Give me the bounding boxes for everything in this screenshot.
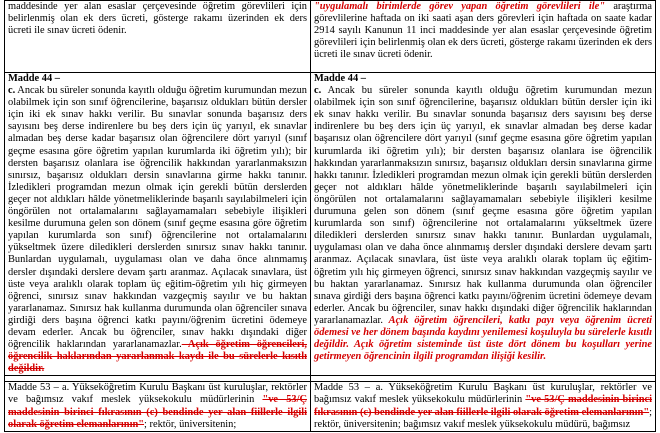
paragraph bbox=[8, 85, 307, 375]
paragraph-text: araştırma görevlilerine haftada on iki saati aşan ders görevleri için haftada on saate kadar 2914 sayılı Kanunun 11 inci maddesinde yer alan esaslar çerçevesinde öğretim görevlileri için belirlenmiş olan ek ders ücreti, gösterge rakamı üzerinden ek ders ücreti ile sınav ücreti ödenir. bbox=[314, 1, 652, 61]
paragraph bbox=[8, 382, 307, 430]
left-cell bbox=[5, 73, 311, 376]
article-heading: Madde 44 – bbox=[8, 73, 60, 84]
deleted-text: Açık öğretim öğrencileri, öğrencilik haklarından yararlanmak kaydı ile bu sürelerle kısıtlı değildir. bbox=[8, 339, 307, 375]
right-cell bbox=[311, 1, 656, 73]
paragraph-text: maddesinde yer alan esaslar çerçevesinde öğretim görevlileri için belirlenmiş olan ek ders ücreti, gösterge rakamı üzerinden ek ders ücreti ile sınav ücreti ödenir. bbox=[8, 1, 307, 37]
item-marker: c. bbox=[8, 85, 16, 97]
quoted-insertion: "uygulamalı birimlerde görev yapan öğretim görevlileri ile" bbox=[314, 1, 606, 12]
paragraph-text: Madde 53 – a. Yükseköğretim Kurulu Başkanı üst kuruluşlar, rektörler ve bağımsız vakıf meslek yüksekokulu müdürlerinin bbox=[314, 382, 652, 406]
deleted-text: "ve 53/Ç maddesinin birinci fıkrasının (c) bendinde yer alan fiillerle ilgili olarak öğretim elemanlarının" bbox=[8, 394, 307, 430]
paragraph bbox=[314, 1, 652, 61]
paragraph-text: ; rektör, üniversitenin; bbox=[144, 418, 237, 430]
right-cell bbox=[311, 73, 656, 376]
paragraph bbox=[314, 85, 652, 363]
left-cell bbox=[5, 382, 311, 431]
paragraph bbox=[8, 1, 307, 37]
item-marker: c. bbox=[314, 85, 322, 97]
article-heading: Madde 44 – bbox=[314, 73, 366, 84]
table-row bbox=[5, 382, 656, 431]
paragraph-text: ; rektör, üniversitenin; bağımsız vakıf meslek yüksekokulu müdürü, bağımsız bbox=[314, 406, 652, 430]
right-cell bbox=[311, 382, 656, 431]
deleted-text: "ve 53/Ç maddesinin birinci fıkrasının (c) bendinde yer alan fiillerle ilgili olarak öğretim elemanlarının" bbox=[314, 394, 652, 418]
table-row bbox=[5, 73, 656, 376]
comparison-table bbox=[4, 0, 656, 432]
paragraph-text: Ancak bu süreler sonunda kayıtlı olduğu öğretim kurumundan mezun olabilmek için son sınıf öğrencilerine, başarısız oldukları bütün dersler için iki ek sınav hakkı verilir. Bu sınavlar sonunda başarısız ders sayısını beş derse indirenlere bu beş ders için üç yarıyıl, ek sınavlar almadan beş derse kadar başarısız olan öğrencilere dört yarıyıl (sınıf geçme esasına göre öğretim yapılan kurumlarda iki öğretim yılı); bir dersten başarısız olanlara ise öğrencilik hakkından yararlanmaksızın sınırsız, başarısız oldukları dersin sınavlarına girme hakkı tanınır. İzledikleri programdan mezun olmak için gerekli bütün derslerden geçer not aldıkları hâlde yönetmeliklerinde başarılı sayılabilmeleri için öngörülen not ortalamalarını sağlayamamaları sebebiyle ilişikleri kesilme durumuna gelen son dönem (sınıf geçme esasına göre öğretim yapılan kurumlarda son sınıf) öğrencilerine not ortalamalarını yükseltmek üzere diledikleri derslerden sınırsız sınav hakkı tanınır. Bunlardan uygulamalı, uygulaması olan ve daha önce alınmamış dersler dışındaki derslere devam şartı aranmaz. Açılacak sınavlara, üst üste veya aralıklı olarak toplam üç eğitim-öğretim yılı hiç girmeyen öğrenci, sınırsız sınav hakkından vazgeçmiş sayılır ve bu haktan yararlanamaz. Sınırsız hak kullanma durumunda olan öğrenciler sınava girdiği ders başına öğrenci katkı payını/öğrenim ücretini ödemeye devam ederler. Ancak bu öğrenciler, sınav hakkı dışındaki diğer öğrencilik haklarından yararlanamazlar. bbox=[314, 85, 652, 326]
paragraph-text: Madde 53 – a. Yükseköğretim Kurulu Başkanı üst kuruluşlar, rektörler ve bağımsız vakıf meslek yüksekokulu müdürlerinin bbox=[8, 382, 307, 406]
paragraph bbox=[314, 382, 652, 430]
table-row bbox=[5, 1, 656, 73]
added-text: Açık öğretim öğrencileri, katkı payı veya öğrenim ücreti ödemesi ve her dönem başında kaydını yenilemesi koşuluyla bu sürelerle kısıtlı değildir. Açık öğretim sisteminde üst üste dört dönem bu koşulları yerine getirmeyen öğrencinin ilgili programdan ilişiği kesilir. bbox=[314, 314, 652, 363]
paragraph-text: Ancak bu süreler sonunda kayıtlı olduğu öğretim kurumundan mezun olabilmek için son sınıf öğrencilerine, başarısız oldukları bütün dersler için iki ek sınav hakkı verilir. Bu sınavlar sonunda başarısız ders sayısını beş derse indirenlere bu beş ders için üç yarıyıl, ek sınavlar almadan beş derse kadar başarısız olan öğrencilere dört yarıyıl (sınıf geçme esasına göre öğretim yapılan kurumlarda iki öğretim yılı); bir dersten başarısız olanlara ise öğrencilik hakkından yararlanmaksızın sınırsız, başarısız oldukları dersin sınavlarına girme hakkı tanınır. İzledikleri programdan mezun olmak için gerekli bütün derslerden geçer not aldıkları hâlde yönetmeliklerinde başarılı sayılabilmeleri için öngörülen not ortalamalarını sağlayamamaları sebebiyle ilişikleri kesilme durumuna gelen son dönem (sınıf geçme esasına göre öğretim yapılan kurumlarda son sınıf) öğrencilerine not ortalamalarını yükseltmek üzere diledikleri derslerden sınırsız sınav hakkı tanınır. Bunlardan uygulamalı, uygulaması olan ve daha önce alınmamış dersler dışındaki derslere devam şartı aranmaz. Açılacak sınavlara, üst üste veya aralıklı olarak toplam üç eğitim-öğretim yılı hiç girmeyen öğrenci, sınırsız sınav hakkından vazgeçmiş sayılır ve bu haktan yararlanamaz. Sınırsız hak kullanma durumunda olan öğrenciler sınava girdiği ders başına öğrenci katkı payını/öğrenim ücretini ödemeye devam ederler. Ancak bu öğrenciler, sınav hakkı dışındaki diğer öğrencilik haklarından yararlanamazlar. bbox=[8, 85, 307, 351]
left-cell bbox=[5, 1, 311, 73]
